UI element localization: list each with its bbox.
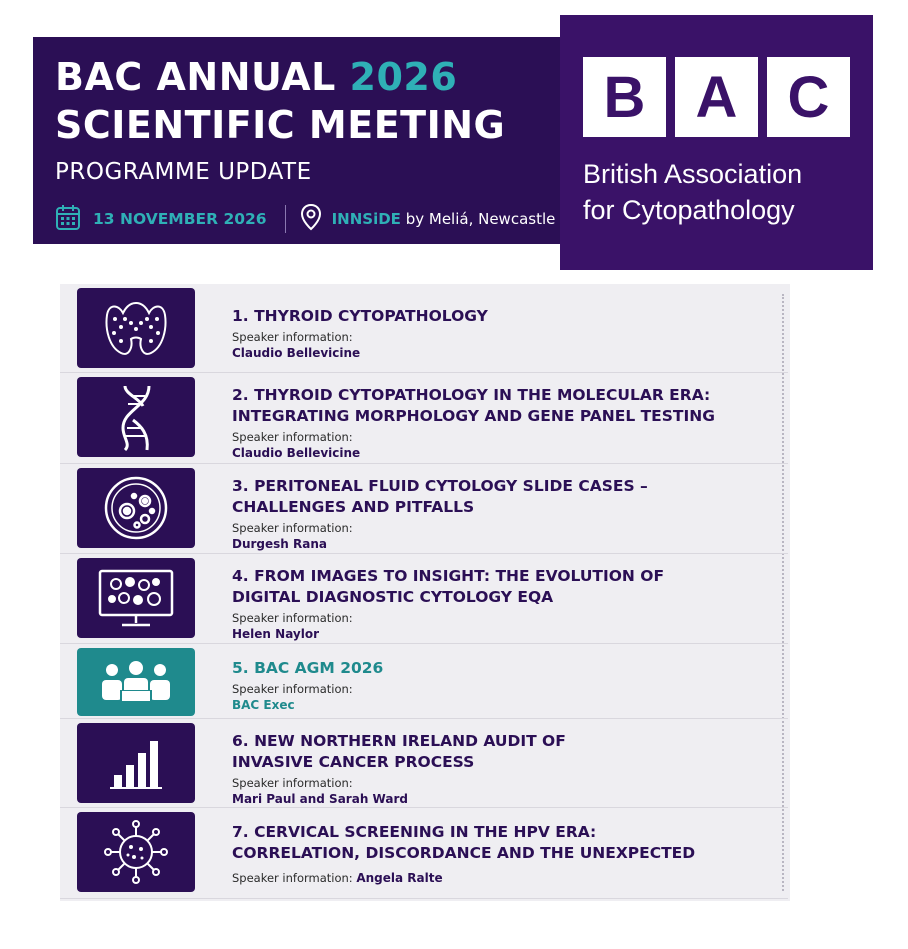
logo-name-line1: British Association <box>583 159 803 189</box>
programme-item-6 <box>60 719 788 808</box>
speaker-label: Speaker information: <box>232 521 353 535</box>
dna-icon <box>77 377 195 457</box>
item-title-line2: CHALLENGES AND PITFALLS <box>232 498 475 516</box>
banner-year: 2026 <box>349 55 458 99</box>
item-text <box>232 566 664 642</box>
location-pin-icon <box>300 203 322 235</box>
speaker-label: Speaker information: <box>232 776 353 790</box>
item-title: 1. THYROID CYTOPATHOLOGY <box>232 307 488 325</box>
logo-letters <box>583 57 850 137</box>
programme-item-1 <box>60 284 788 373</box>
bar-chart-icon <box>77 723 195 803</box>
speaker-label: Speaker information: <box>232 682 353 696</box>
item-text <box>232 476 648 552</box>
item-title-line1: 6. NEW NORTHERN IRELAND AUDIT OF <box>232 732 566 750</box>
programme-item-3 <box>60 464 788 554</box>
speaker-name: Mari Paul and Sarah Ward <box>232 792 408 806</box>
programme-item-2 <box>60 373 788 464</box>
calendar-icon <box>55 203 81 235</box>
speaker-name: Helen Naylor <box>232 627 320 641</box>
bac-logo <box>560 15 873 270</box>
cell-icon <box>77 468 195 548</box>
speaker-name: Claudio Bellevicine <box>232 346 361 360</box>
monitor-icon <box>77 558 195 638</box>
item-text <box>232 822 695 886</box>
item-title-line2: CORRELATION, DISCORDANCE AND THE UNEXPECTED <box>232 844 696 862</box>
item-title-line1: 3. PERITONEAL FLUID CYTOLOGY SLIDE CASES – <box>232 477 648 495</box>
thyroid-icon <box>77 288 195 368</box>
speaker-label: Speaker information: <box>232 611 353 625</box>
speaker-label: Speaker information: <box>232 430 353 444</box>
speaker-name: Claudio Bellevicine <box>232 446 361 460</box>
event-banner <box>33 37 570 244</box>
logo-letter-b: B <box>583 57 666 137</box>
item-title-line2: INVASIVE CANCER PROCESS <box>232 753 475 771</box>
item-text <box>232 731 566 807</box>
speaker-label: Speaker information: <box>232 871 353 885</box>
item-title-line1: 4. FROM IMAGES TO INSIGHT: THE EVOLUTION OF <box>232 567 665 585</box>
event-details <box>55 203 555 235</box>
event-venue: INNSiDE by Meliá, Newcastle <box>331 210 556 228</box>
programme-item-4 <box>60 554 788 644</box>
divider <box>285 205 286 233</box>
item-text <box>232 658 383 713</box>
item-text <box>232 306 488 361</box>
item-title: 5. BAC AGM 2026 <box>232 659 384 677</box>
speaker-name: Angela Ralte <box>356 871 443 885</box>
item-title-line2: DIGITAL DIAGNOSTIC CYTOLOGY EQA <box>232 588 554 606</box>
banner-subtitle: PROGRAMME UPDATE <box>55 159 312 185</box>
programme-item-5 <box>60 644 788 719</box>
logo-name-line2: for Cytopathology <box>583 195 795 225</box>
item-title-line2: INTEGRATING MORPHOLOGY AND GENE PANEL TESTING <box>232 407 715 425</box>
banner-title-line1: BAC ANNUAL 2026 <box>55 55 458 99</box>
meeting-icon <box>77 648 195 716</box>
item-title-line1: 2. THYROID CYTOPATHOLOGY IN THE MOLECULAR ERA: <box>232 386 711 404</box>
virus-icon <box>77 812 195 892</box>
banner-title-line2: SCIENTIFIC MEETING <box>55 103 506 147</box>
programme-item-7 <box>60 808 788 899</box>
logo-letter-a: A <box>675 57 758 137</box>
programme-list <box>60 284 790 901</box>
speaker-info <box>232 870 695 886</box>
item-title-line1: 7. CERVICAL SCREENING IN THE HPV ERA: <box>232 823 597 841</box>
speaker-name: Durgesh Rana <box>232 537 327 551</box>
speaker-label: Speaker information: <box>232 330 353 344</box>
logo-letter-c: C <box>767 57 850 137</box>
event-date: 13 NOVEMBER 2026 <box>93 210 267 228</box>
speaker-name: BAC Exec <box>232 698 295 712</box>
item-text <box>232 385 715 461</box>
